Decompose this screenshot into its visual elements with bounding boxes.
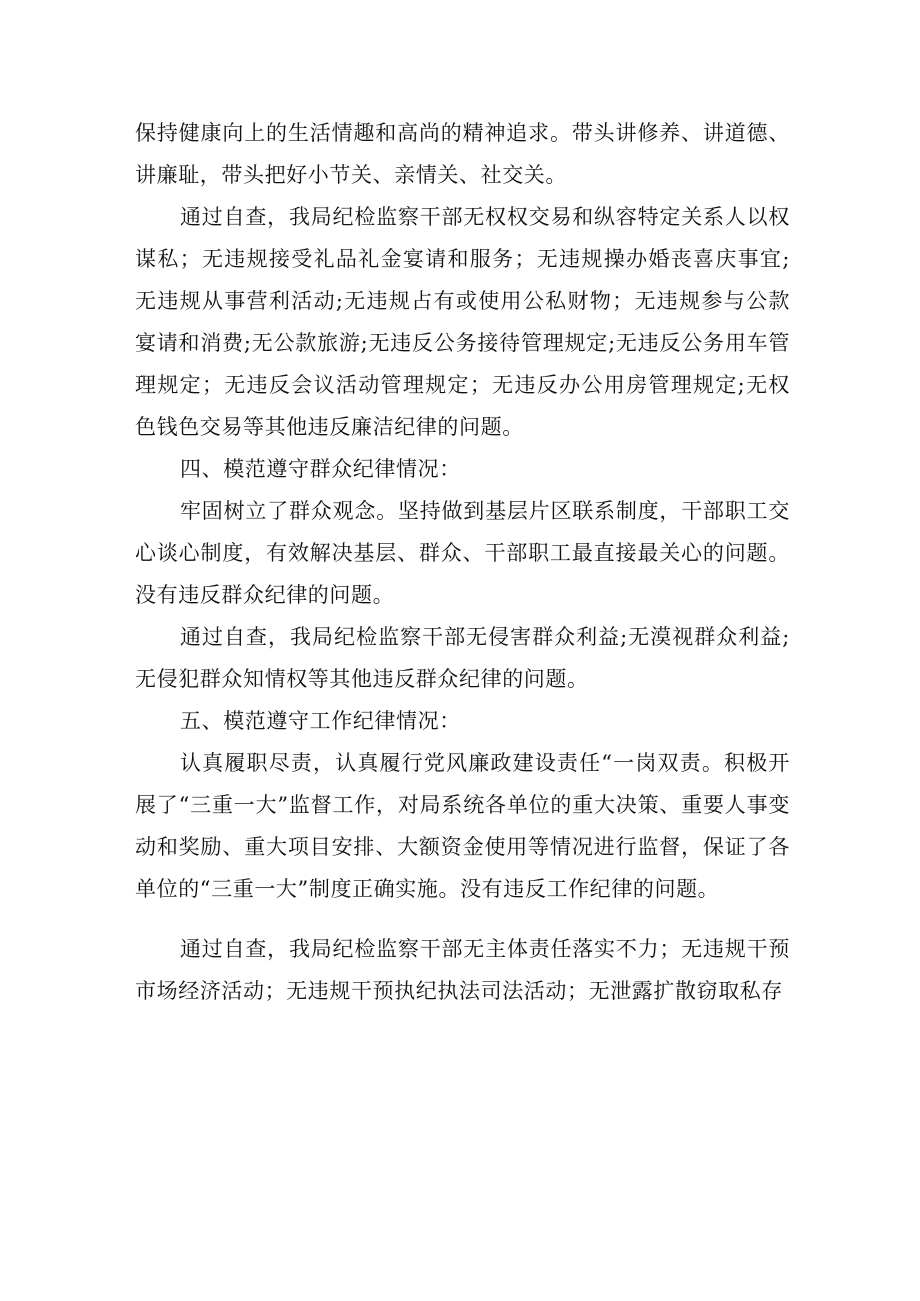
paragraph-gap: [135, 910, 790, 928]
section-heading-work-discipline: 五、模范遵守工作纪律情况：: [180, 709, 461, 733]
paragraph-continuation: 保持健康向上的生活情趣和高尚的精神追求。带头讲修养、讲道德、讲廉耻，带头把好小节关、亲情关、社交关。: [135, 121, 790, 187]
paragraph-work-duties: 认真履职尽责，认真履行党风廉政建设责任“一岗双责。积极开展了“三重一大”监督工作，对局系统各单位的重大决策、重要人事变动和奖励、重大项目安排、大额资金使用等情况进行监督，保证了各单位的“三重一大”制度正确实施。没有违反工作纪律的问题。: [135, 751, 790, 901]
section-heading-mass-discipline: 四、模范遵守群众纪律情况：: [180, 457, 461, 481]
paragraph-mass-concept: 牢固树立了群众观念。坚持做到基层片区联系制度，干部职工交心谈心制度，有效解决基层、群众、干部职工最直接最关心的问题。没有违反群众纪律的问题。: [135, 499, 790, 607]
document-body: [135, 112, 790, 1012]
paragraph-work-selfcheck: 通过自查，我局纪检监察干部无主体责任落实不力；无违规干预市场经济活动；无违规干预执纪执法司法活动；无泄露扩散窃取私存: [135, 937, 790, 1003]
paragraph-mass-selfcheck: 通过自查，我局纪检监察干部无侵害群众利益;无漠视群众利益;无侵犯群众知情权等其他违反群众纪律的问题。: [135, 625, 790, 691]
paragraph-integrity-selfcheck: 通过自查，我局纪检监察干部无权权交易和纵容特定关系人以权谋私；无违规接受礼品礼金宴请和服务；无违规操办婚丧喜庆事宜;无违规从事营利活动;无违规占有或使用公私财物；无违规参与公款宴请和消费;无公款旅游;无违反公务接待管理规定;无违反公务用车管理规定；无违反会议活动管理规定；无违反办公用房管理规定;无权色钱色交易等其他违反廉洁纪律的问题。: [135, 205, 790, 439]
